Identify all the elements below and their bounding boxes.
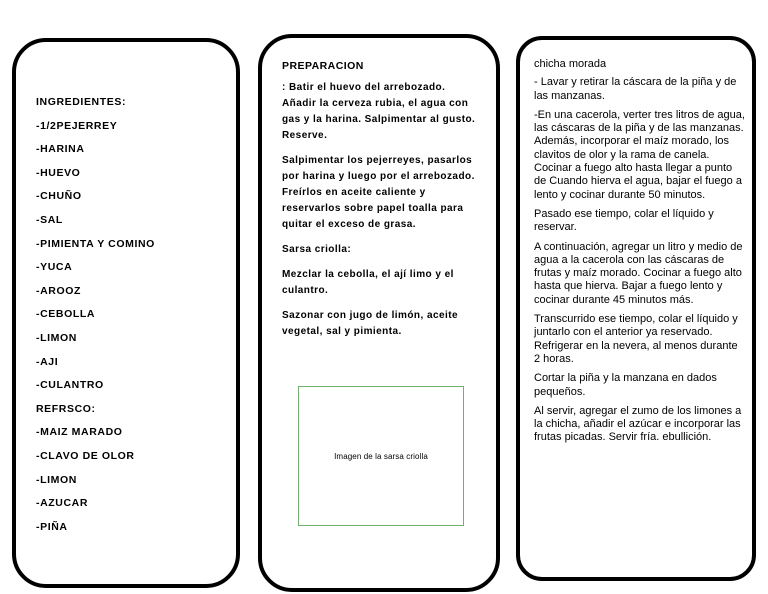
preparation-title: PREPARACION (282, 60, 364, 72)
preparation-panel (258, 34, 500, 592)
ingredient-item: -AROOZ (36, 284, 82, 297)
preparation-paragraph: : Batir el huevo del arrebozado. Añadir la cerveza rubia, el agua con gas y la harina. Salpimentar al gusto. Reserve. (282, 82, 476, 141)
ingredients-panel (12, 38, 240, 588)
ingredient-item: -PIMIENTA Y COMINO (36, 237, 155, 250)
ingredient-item: -AZUCAR (36, 497, 89, 510)
chicha-panel (516, 36, 756, 581)
ingredient-item: -CLAVO DE OLOR (36, 449, 135, 462)
preparation-subtitle: Sarsa criolla: (282, 244, 352, 255)
ingredient-item: -1/2PEJERREY (36, 119, 118, 132)
ingredient-item: -CEBOLLA (36, 308, 96, 321)
chicha-title: chicha morada (534, 58, 607, 70)
ingredient-item: -CHUÑO (36, 190, 82, 203)
ingredient-item: -CULANTRO (36, 379, 104, 392)
ingredients-list (36, 94, 155, 542)
preparation-paragraph: Salpimentar los pejerreyes, pasarlos por harina y luego por el arrebozado. Freírlos en aceite caliente y reservarlos sobre papel toalla para quitar el exceso de grasa. (282, 155, 475, 230)
chicha-paragraph: Pasado ese tiempo, colar el líquido y reservar. (534, 207, 714, 234)
chicha-paragraph: A continuación, agregar un litro y medio de agua a la cacerola con las cáscaras de frutas y maíz morado. Cocinar a fuego alto hasta que hierva. Bajar a fuego lento y cocinar durante 45 minutos más. (534, 240, 743, 306)
ingredient-item: -AJI (36, 355, 59, 368)
preparation-paragraph: Mezclar la cebolla, el ají limo y el culantro. (282, 269, 454, 296)
chicha-paragraph: Cortar la piña y la manzana en dados pequeños. (534, 372, 717, 398)
preparation-text (282, 58, 482, 349)
ingredient-item: -YUCA (36, 261, 73, 274)
ingredient-item: -HUEVO (36, 166, 81, 179)
chicha-paragraph: Transcurrido ese tiempo, colar el líquido y juntarlo con el anterior ya reservado. Refrigerar en la nevera, al menos durante 2 horas. (534, 313, 738, 365)
ingredient-item: INGREDIENTES: (36, 96, 127, 108)
ingredient-item: -LIMON (36, 473, 77, 486)
ingredient-item: -PIÑA (36, 520, 68, 533)
preparation-paragraph: Sazonar con jugo de limón, aceite vegetal, sal y pimienta. (282, 310, 458, 337)
ingredient-item: -SAL (36, 213, 63, 226)
chicha-paragraph: -En una cacerola, verter tres litros de agua, las cáscaras de la piña y de las manzanas. Además, incorporar el maíz morado, los clavitos de olor y la rama de canela. Cocinar a fuego alto hasta llegar a punto de Cuando hierva el agua, bajar el fuego a lento y cocinar durante 50 minutos. (534, 108, 745, 201)
ingredient-item: -MAIZ MARADO (36, 426, 123, 439)
chicha-paragraph: - Lavar y retirar la cáscara de la piña y de las manzanas. (534, 76, 737, 102)
ingredient-item: -HARINA (36, 143, 85, 156)
image-placeholder-caption: Imagen de la sarsa criolla (334, 451, 428, 461)
ingredient-item: -LIMON (36, 331, 77, 344)
ingredient-item: REFRSCO: (36, 402, 96, 415)
chicha-text (534, 58, 746, 451)
image-placeholder (298, 386, 464, 526)
chicha-paragraph: Al servir, agregar el zumo de los limones a la chicha, añadir el azúcar e incorporar las frutas picadas. Servir fría. ebullición. (534, 404, 742, 444)
